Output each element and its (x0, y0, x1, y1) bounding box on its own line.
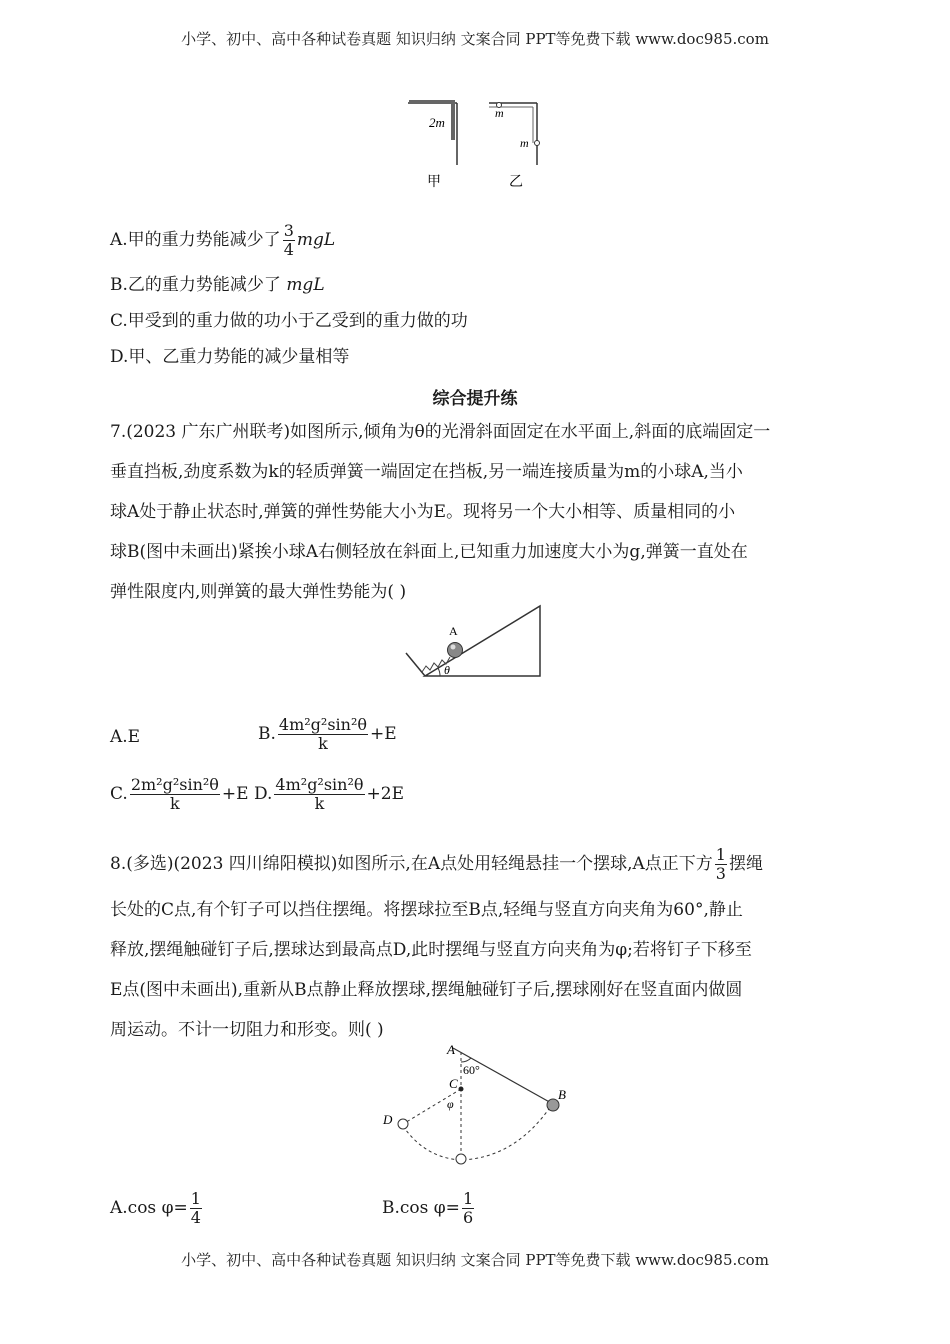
q8-option-a: A.cos φ= $\frac{1}{4}$ (110, 1189, 201, 1227)
point-a-label: A (447, 1042, 455, 1057)
q8-stem: 长处的C点,有个钉子可以挡住摆绳。将摆球拉至B点,轻绳与竖直方向夹角为60°,静止 释放,摆绳触碰钉子后,摆球达到最高点D,此时摆绳与竖直方向夹角为φ;若将钉子下移至 E点(图中未画出),重新从B点静止释放摆球,摆绳触碰钉子后,摆球刚好在竖直面内做圆 周运动。不计一切阻力和形变。则( ) (110, 900, 752, 1040)
page-header: 小学、初中、高中各种试卷真题 知识归纳 文案合同 PPT等免费下载 www.doc985.com (181, 30, 769, 48)
q7-option-b: B. $\frac{\text{4m²g²sin²θ}}{k}$ +E (258, 715, 397, 753)
angle-60-label: 60° (463, 1063, 480, 1077)
figure-jia-yi (395, 95, 555, 195)
incline-figure (400, 598, 550, 684)
mass-m-top-label: m (495, 106, 504, 120)
theta-label: θ (444, 663, 450, 677)
page-footer: 小学、初中、高中各种试卷真题 知识归纳 文案合同 PPT等免费下载 www.doc985.com (181, 1251, 769, 1269)
label-jia: 甲 (427, 175, 441, 190)
mass-m-side-label: m (520, 136, 529, 150)
mass-2m-label: 2m (429, 115, 445, 130)
q8-option-b: B.cos φ= $\frac{1}{6}$ (382, 1189, 474, 1227)
pendulum-figure (375, 1040, 585, 1170)
q7-option-c-d: C. $\frac{\text{2m²g²sin²θ}}{k}$ +E D. $\frac{\text{4m²g²sin²θ}}{k}$ +2E (110, 775, 405, 813)
q7-stem: 7.(2023 广东广州联考)如图所示,倾角为θ的光滑斜面固定在水平面上,斜面的底端固定一 垂直挡板,劲度系数为k的轻质弹簧一端固定在挡板,另一端连接质量为m的小球A,当小 球A处于静止状态时,弹簧的弹性势能大小为E。现将另一个大小相等、质量相同的小 球B(图中未画出)紧挨小球A右侧轻放在斜面上,已知重力加速度大小为g,弹簧一直处在 弹性限度内,则弹簧的最大弹性势能为( ) (110, 422, 771, 602)
q6-option-a: A.甲的重力势能减少了 $\frac{3}{4}$ mgL (110, 221, 336, 259)
phi-label: φ (447, 1097, 454, 1111)
q8-stem-line1: 8.(多选)(2023 四川绵阳模拟)如图所示,在A点处用轻绳悬挂一个摆球,A点正下方 $\frac{1}{3}$ 摆绳 (110, 845, 763, 883)
point-d-label: D (383, 1112, 393, 1127)
ball-a-label: A (449, 624, 458, 638)
q6-option-d: D.甲、乙重力势能的减少量相等 (110, 347, 350, 367)
point-b-label: B (558, 1087, 566, 1102)
q6-option-c: C.甲受到的重力做的功小于乙受到的重力做的功 (110, 311, 468, 331)
point-c-label: C (449, 1076, 458, 1091)
q7-option-a: A.E (110, 727, 141, 747)
q6-option-b: B.乙的重力势能减少了 mgL (110, 275, 325, 295)
section-title: 综合提升练 (432, 389, 518, 409)
label-yi: 乙 (509, 175, 523, 190)
